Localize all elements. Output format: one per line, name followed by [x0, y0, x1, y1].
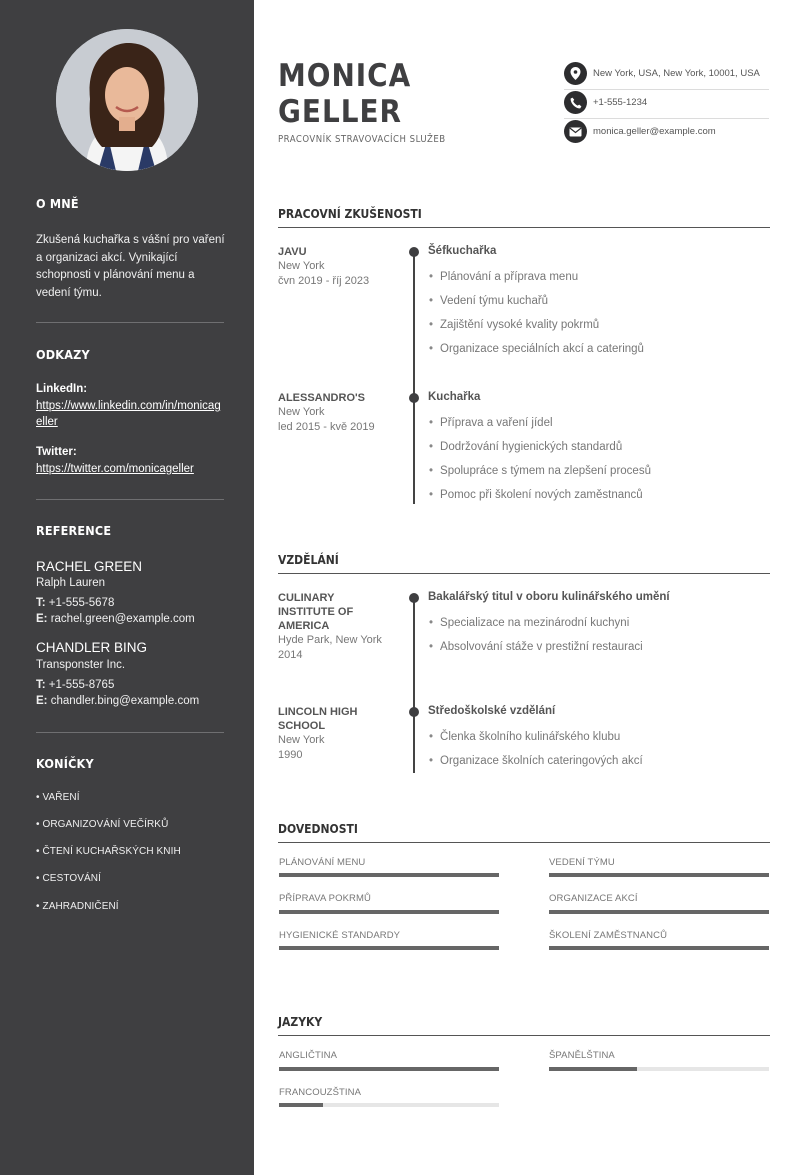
divider [36, 322, 224, 323]
job-title: Kuchařka [428, 391, 481, 403]
section-rule [278, 1035, 770, 1036]
language-label: FRANCOUZŠTINA [279, 1087, 362, 1098]
skill-label: HYGIENICKÉ STANDARDY [279, 930, 401, 941]
timeline-dot [409, 247, 419, 257]
education-item: • Organizace školních cateringových akcí [429, 755, 643, 767]
job-title: Šéfkuchařka [428, 245, 497, 257]
graduation-year: 1990 [278, 749, 303, 761]
hobby-item: • ORGANIZOVÁNÍ VEČÍRKŮ [36, 819, 169, 830]
phone-icon [564, 91, 587, 114]
language-bar [279, 1067, 499, 1071]
school-name: CULINARY INSTITUTE OF AMERICA [278, 592, 354, 632]
duty-item: • Příprava a vaření jídel [429, 417, 553, 429]
twitter-label: Twitter: [36, 446, 77, 458]
language-bar [549, 1067, 769, 1071]
education-heading: VZDĚLÁNÍ [278, 553, 339, 567]
duty-item: • Organizace speciálních akcí a cateringů [429, 343, 644, 355]
envelope-icon [564, 120, 587, 143]
school-location: Hyde Park, New York [278, 634, 382, 646]
language-label: ŠPANĚLŠTINA [549, 1050, 615, 1061]
reference-company: Transponster Inc. [36, 659, 126, 671]
timeline-dot [409, 707, 419, 717]
employer-location: New York [278, 406, 325, 418]
reference-email: E: chandler.bing@example.com [36, 695, 200, 707]
skill-label: ŠKOLENÍ ZAMĚSTNANCŮ [549, 930, 668, 941]
language-label: ANGLIČTINA [279, 1050, 338, 1061]
duty-item: • Dodržování hygienických standardů [429, 441, 622, 453]
contact-email [564, 119, 769, 148]
profile-photo [56, 29, 198, 171]
timeline-line [413, 597, 415, 773]
skill-bar-fill [549, 946, 769, 950]
skills-heading: DOVEDNOSTI [278, 822, 358, 836]
about-text: Zkušená kuchařka s vášní pro vaření a organizaci akcí. Vynikající schopnosti v plánování menu a vedení týmu. [36, 234, 225, 299]
linkedin-link[interactable]: https://www.linkedin.com/in/monicageller [36, 400, 221, 428]
skill-bar [549, 873, 769, 877]
section-rule [278, 842, 770, 843]
divider [36, 732, 224, 733]
timeline-dot [409, 393, 419, 403]
skill-bar [549, 910, 769, 914]
skill-label: PŘÍPRAVA POKRMŮ [279, 893, 371, 904]
skill-label: VEDENÍ TÝMU [549, 857, 615, 868]
reference-phone: T: +1-555-5678 [36, 597, 115, 609]
education-item: • Členka školního kulinářského klubu [429, 731, 620, 743]
timeline-dot [409, 593, 419, 603]
phone-text: +1-555-1234 [593, 97, 648, 108]
job-role: PRACOVNÍK STRAVOVACÍCH SLUŽEB [278, 134, 446, 145]
graduation-year: 2014 [278, 649, 303, 661]
skill-bar-fill [549, 910, 769, 914]
skill-bar-fill [279, 910, 499, 914]
linkedin-label: LinkedIn: [36, 383, 88, 395]
references-heading: REFERENCE [36, 523, 112, 538]
email-text[interactable]: monica.geller@example.com [593, 126, 716, 137]
reference-email: E: rachel.green@example.com [36, 613, 195, 625]
location-pin-icon [564, 62, 587, 85]
employer-name: JAVU [278, 246, 307, 258]
duty-item: • Plánování a příprava menu [429, 271, 578, 283]
skill-bar-fill [279, 946, 499, 950]
school-name: LINCOLN HIGH SCHOOL [278, 706, 358, 732]
skill-label: PLÁNOVÁNÍ MENU [279, 857, 366, 868]
hobby-item: • ZAHRADNIČENÍ [36, 901, 119, 912]
employment-dates: čvn 2019 - říj 2023 [278, 275, 370, 287]
skill-bar [279, 946, 499, 950]
hobby-item: • VAŘENÍ [36, 792, 80, 803]
hobby-item: • ČTENÍ KUCHAŘSKÝCH KNIH [36, 846, 181, 857]
hobbies-heading: KONÍČKY [36, 756, 94, 771]
links-heading: ODKAZY [36, 347, 90, 362]
reference-name: CHANDLER BING [36, 640, 148, 655]
first-name: MONICA [278, 58, 412, 94]
hobby-item: • CESTOVÁNÍ [36, 873, 101, 884]
experience-heading: PRACOVNÍ ZKUŠENOSTI [278, 207, 422, 221]
contact-address [564, 61, 769, 90]
timeline-line [413, 251, 415, 504]
employment-dates: led 2015 - kvě 2019 [278, 421, 375, 433]
employer-location: New York [278, 260, 325, 272]
skill-bar [549, 946, 769, 950]
about-heading: O MNĚ [36, 196, 79, 211]
last-name: GELLER [278, 94, 403, 130]
skill-bar-fill [549, 873, 769, 877]
school-location: New York [278, 734, 325, 746]
education-item: • Specializace na mezinárodní kuchyni [429, 617, 629, 629]
section-rule [278, 227, 770, 228]
languages-heading: JAZYKY [278, 1015, 323, 1029]
duty-item: • Pomoc při školení nových zaměstnanců [429, 489, 643, 501]
employer-name: ALESSANDRO'S [278, 392, 365, 404]
contact-phone [564, 90, 769, 119]
duty-item: • Spolupráce s týmem na zlepšení procesů [429, 465, 651, 477]
reference-name: RACHEL GREEN [36, 559, 143, 574]
sidebar [0, 0, 254, 1175]
skill-label: ORGANIZACE AKCÍ [549, 893, 638, 904]
language-bar [279, 1103, 499, 1107]
section-rule [278, 573, 770, 574]
language-bar-fill [549, 1067, 637, 1071]
skill-bar [279, 910, 499, 914]
degree-title: Bakalářský titul v oboru kulinářského umění [428, 591, 670, 603]
reference-company: Ralph Lauren [36, 577, 106, 589]
duty-item: • Zajištění vysoké kvality pokrmů [429, 319, 599, 331]
degree-title: Středoškolské vzdělání [428, 705, 556, 717]
skill-bar-fill [279, 873, 499, 877]
divider [36, 499, 224, 500]
twitter-link[interactable]: https://twitter.com/monicageller [36, 463, 194, 475]
duty-item: • Vedení týmu kuchařů [429, 295, 548, 307]
education-item: • Absolvování stáže v prestižní restauraci [429, 641, 643, 653]
language-bar-fill [279, 1103, 323, 1107]
skill-bar [279, 873, 499, 877]
reference-phone: T: +1-555-8765 [36, 679, 115, 691]
address-text: New York, USA, New York, 10001, USA [593, 68, 760, 79]
language-bar-fill [279, 1067, 499, 1071]
